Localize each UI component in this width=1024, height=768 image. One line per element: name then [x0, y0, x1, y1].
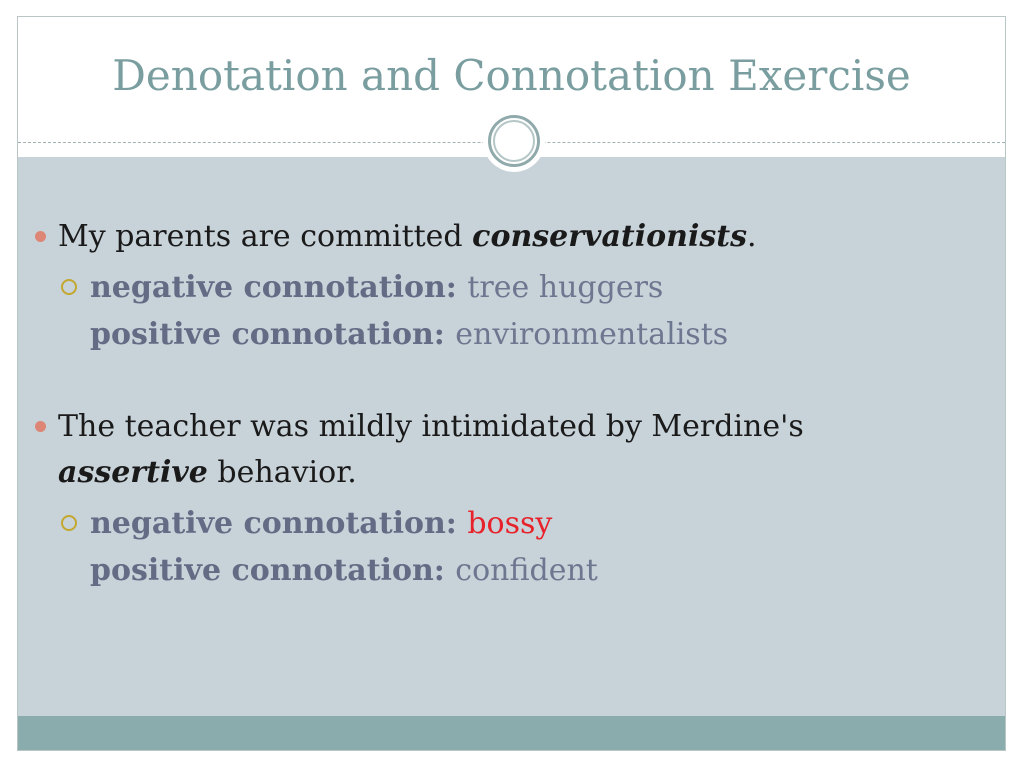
positive-connotation-line [90, 547, 962, 594]
bullet-dot-icon [35, 421, 46, 432]
bullet-item-2 [32, 404, 962, 496]
negative-label: negative connotation: [90, 270, 468, 305]
bullet-item-1 [32, 214, 962, 260]
footer-bar [18, 716, 1005, 751]
sentence-end: . [747, 219, 757, 254]
positive-label: positive connotation: [90, 317, 456, 352]
spacer [32, 358, 962, 404]
negative-value: bossy [467, 506, 553, 541]
positive-label: positive connotation: [90, 553, 456, 588]
sentence-text: My parents are committed [58, 219, 473, 254]
bullet-list [32, 214, 962, 594]
positive-value: environmentalists [455, 317, 729, 352]
connotation-pair-1 [58, 264, 962, 358]
sub-bullet-ring-icon [61, 515, 77, 531]
bullet-dot-icon [35, 231, 46, 242]
sub-bullet-ring-icon [61, 279, 77, 295]
negative-connotation-line [90, 264, 962, 311]
negative-value: tree huggers [467, 270, 664, 305]
connotation-pair-2 [58, 500, 962, 594]
ornament-inner-circle [493, 120, 535, 162]
slide-title: Denotation and Connotation Exercise [112, 51, 911, 100]
sentence-end: behavior. [207, 455, 357, 490]
negative-connotation-line [90, 500, 962, 547]
positive-connotation-line [90, 311, 962, 358]
sentence-text: The teacher was mildly intimidated by Merdine's [58, 409, 804, 444]
positive-value: confident [455, 553, 598, 588]
keyword: conservationists [472, 219, 748, 254]
negative-label: negative connotation: [90, 506, 468, 541]
keyword: assertive [58, 455, 208, 490]
